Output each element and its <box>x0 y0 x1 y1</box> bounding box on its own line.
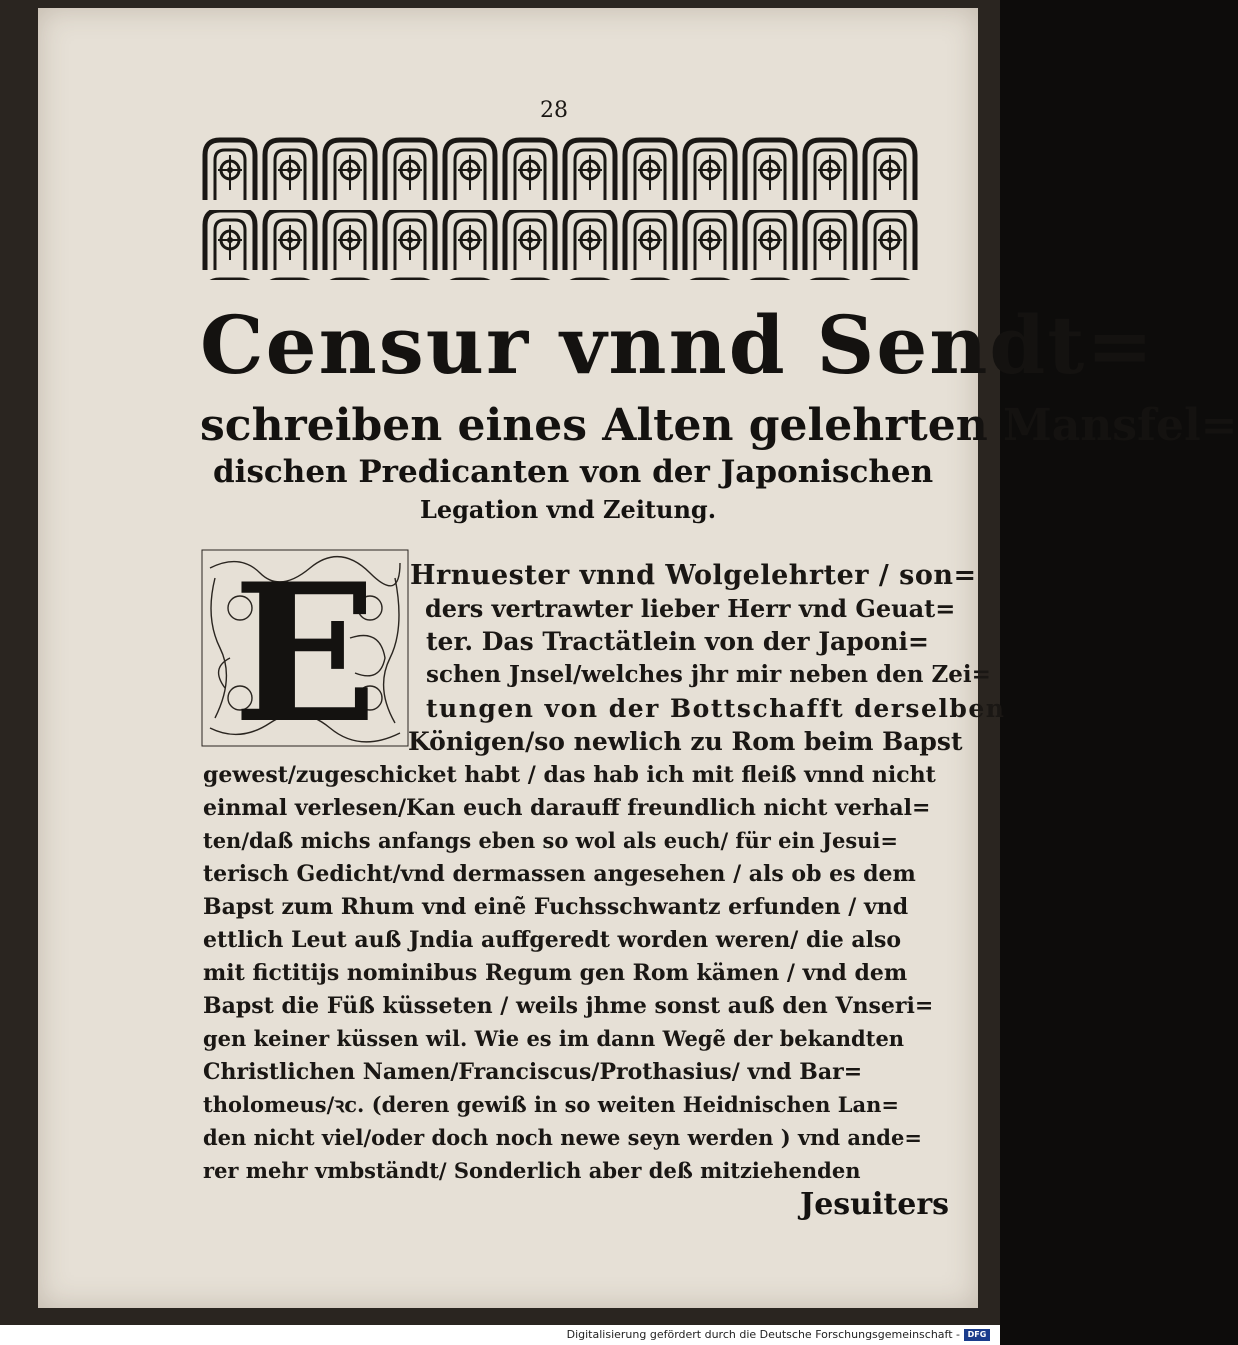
body-line: einmal verlesen/Kan euch darauff freundlich nicht verhal= <box>203 795 931 821</box>
title-line-2: schreiben eines Alten gelehrten Mansfel= <box>200 400 1238 451</box>
title-line-4: Legation vnd Zeitung. <box>420 495 717 524</box>
body-line: rer mehr vmbständt/ Sonderlich aber deß mitziehenden <box>203 1158 861 1183</box>
body-line: tungen von der Bottschafft derselben <box>426 694 1006 723</box>
body-line: den nicht viel/oder doch noch newe seyn werden ) vnd ande= <box>203 1125 922 1150</box>
body-line: tholomeus/ꝛc. (deren gewiß in so weiten Heidnischen Lan= <box>203 1092 899 1117</box>
body-line: terisch Gedicht/vnd dermassen angesehen / als ob es dem <box>203 861 916 887</box>
body-line: gen keiner küssen wil. Wie es im dann Wegẽ der bekandten <box>203 1026 905 1051</box>
title-line-1: Censur vnnd Sendt= <box>200 298 1156 392</box>
initial-letter-glyph: E <box>232 542 378 765</box>
body-line: gewest/zugeschicket habt / das hab ich mit fleiß vnnd nicht <box>203 762 936 788</box>
decorated-initial-letter <box>200 542 410 765</box>
body-line: ten/daß michs anfangs eben so wol als euch/ für ein Jesui= <box>203 828 898 853</box>
body-line: schen Jnsel/welches jhr mir neben den Zei= <box>426 661 991 688</box>
body-line: Christlichen Namen/Franciscus/Prothasius/ vnd Bar= <box>203 1059 863 1085</box>
body-line: Hrnuester vnnd Wolgelehrter / son= <box>410 560 977 591</box>
dfg-logo: DFG <box>964 1329 990 1341</box>
body-line: ders vertrawter lieber Herr vnd Geuat= <box>425 594 956 623</box>
footer-credit: Digitalisierung gefördert durch die Deutsche Forschungsgemeinschaft - <box>566 1328 960 1341</box>
page-number: 28 <box>540 98 568 123</box>
body-line: Königen/so newlich zu Rom beim Bapst <box>408 727 963 756</box>
body-line: Bapst zum Rhum vnd einẽ Fuchsschwantz erfunden / vnd <box>203 894 909 920</box>
body-line: ettlich Leut auß Jndia auffgeredt worden weren/ die also <box>203 927 902 953</box>
catchword: Jesuiters <box>800 1187 950 1222</box>
body-line: mit fictitijs nominibus Regum gen Rom kämen / vnd dem <box>203 960 908 986</box>
title-line-3: dischen Predicanten von der Japonischen <box>213 454 934 490</box>
ornamental-border <box>200 135 922 285</box>
footer-bar <box>0 1325 1000 1345</box>
body-line: ter. Das Tractätlein von der Japoni= <box>426 627 929 656</box>
body-line: Bapst die Füß küsseten / weils jhme sonst auß den Vnseri= <box>203 993 934 1019</box>
